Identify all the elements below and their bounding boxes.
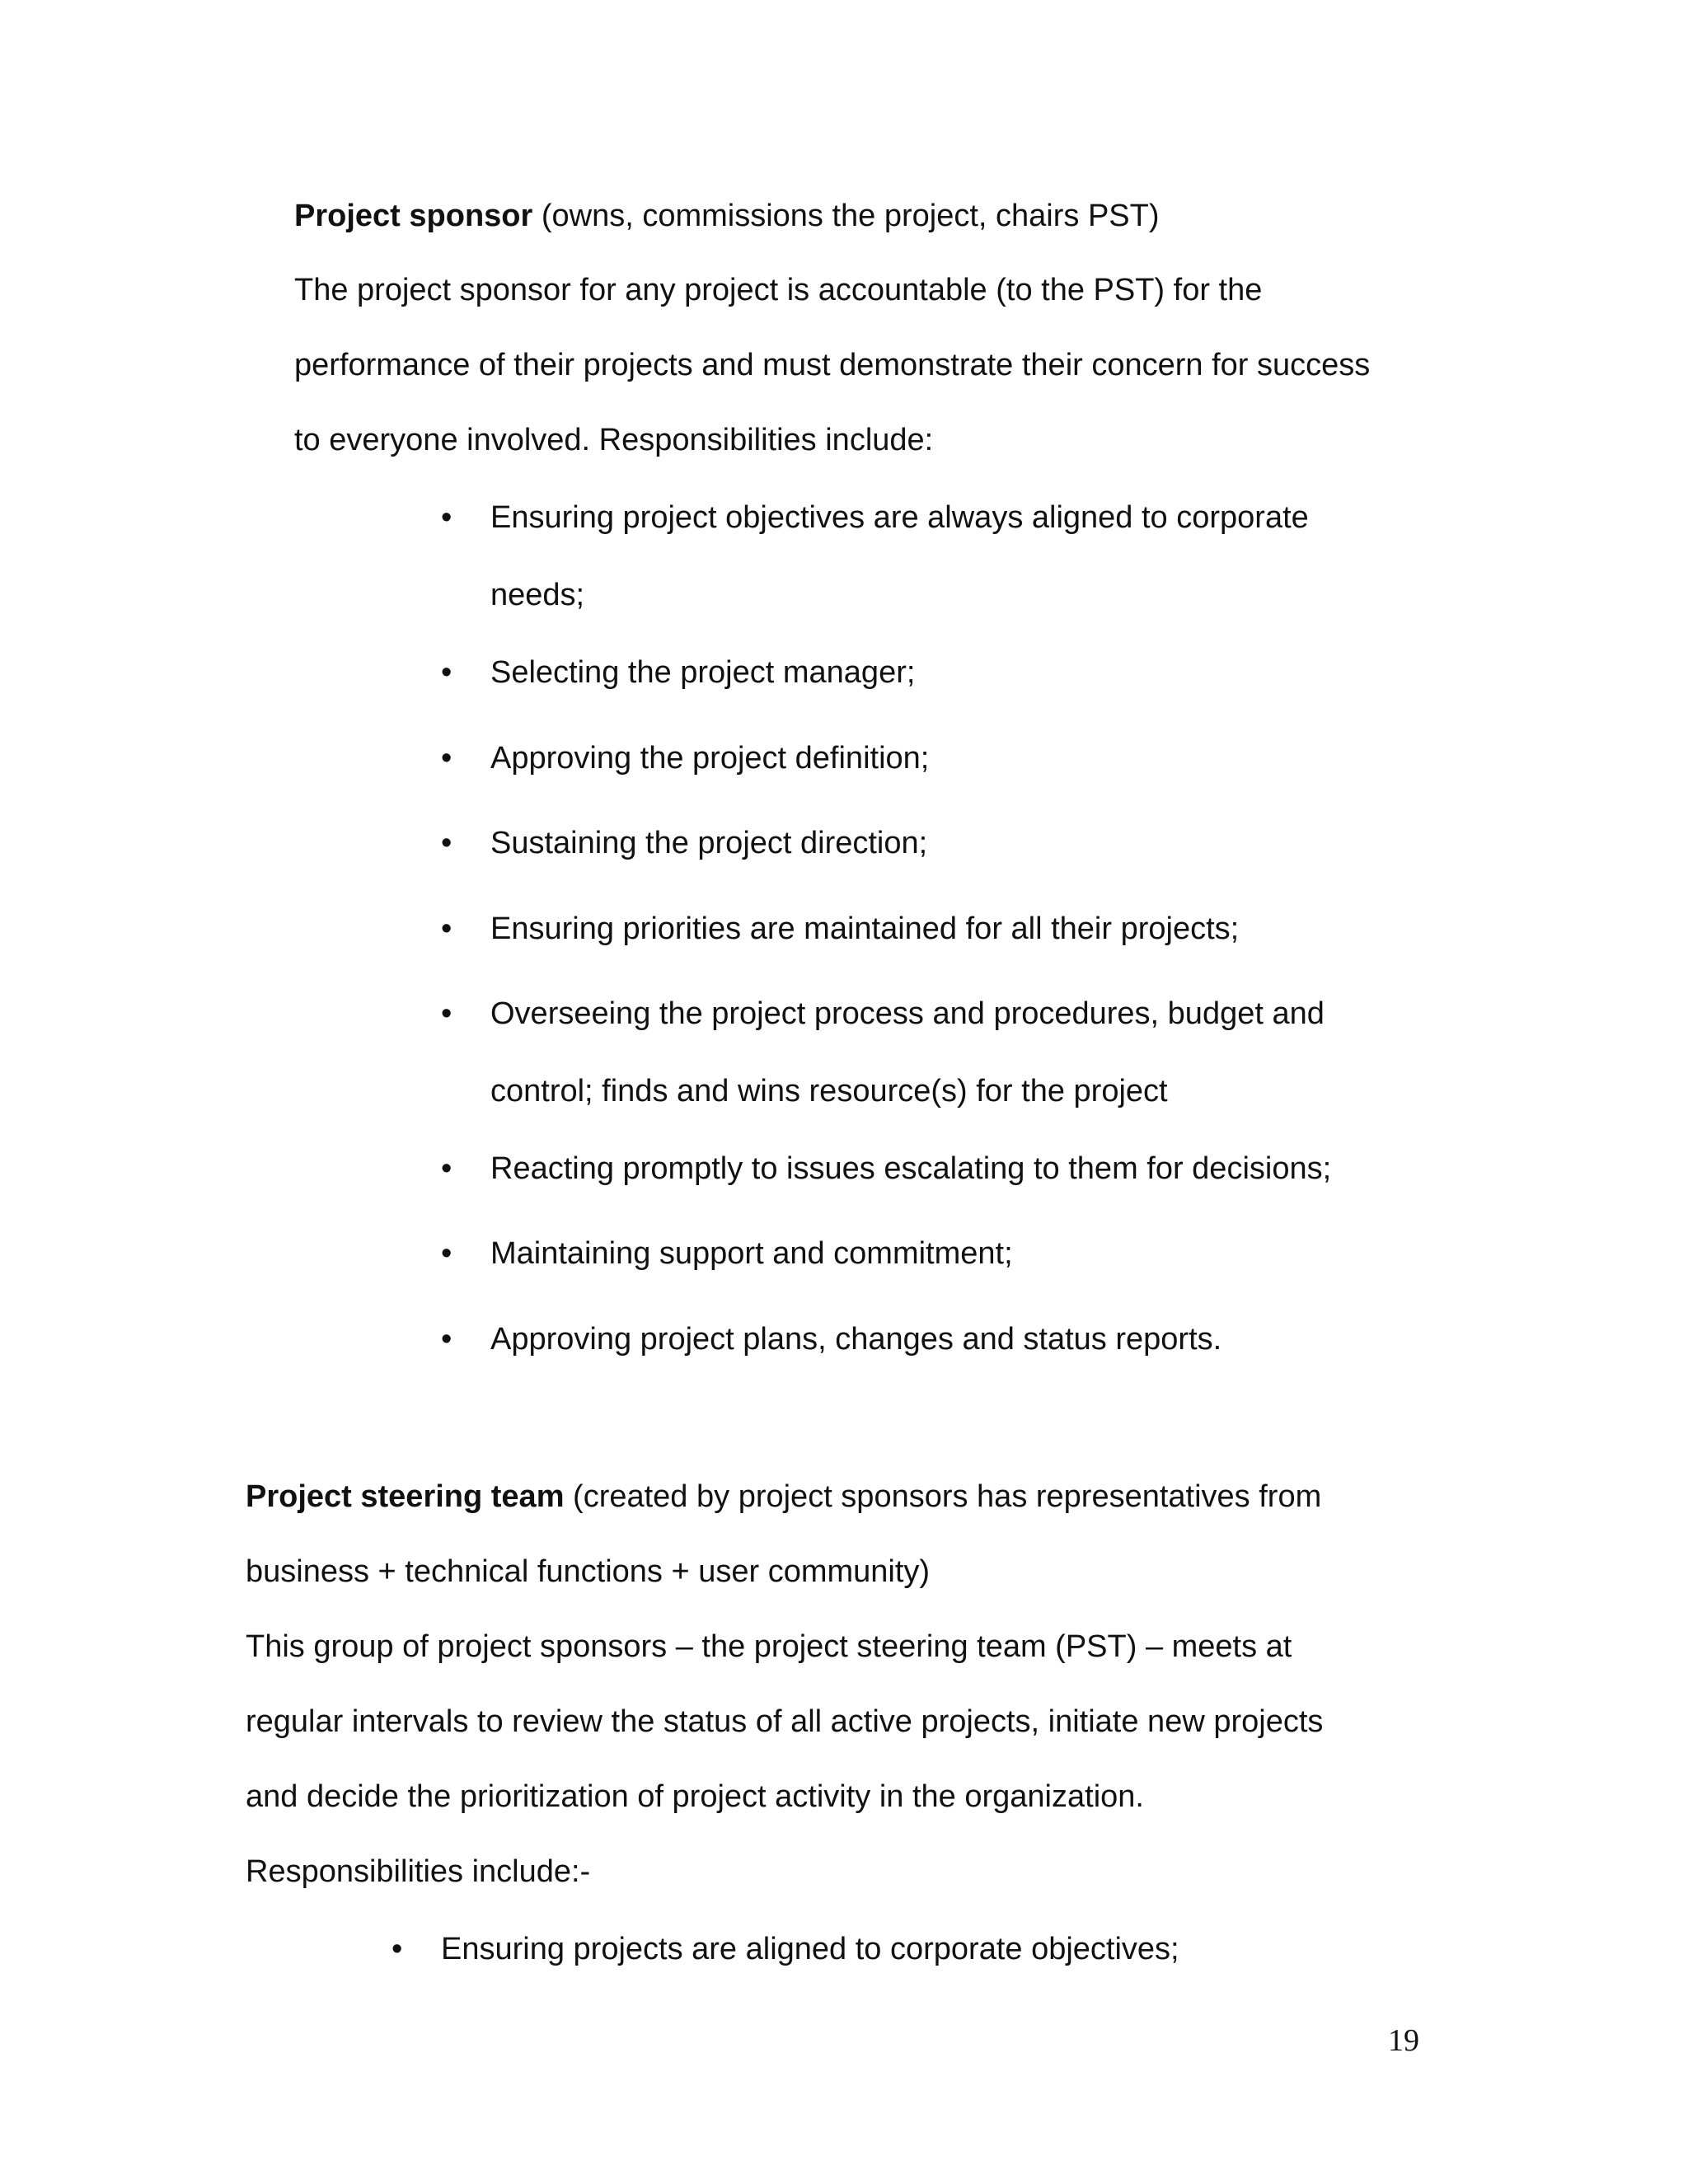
list-item-text: Overseeing the project process and procedures, budget and [490, 996, 1325, 1031]
bullet-glyph: • [441, 912, 452, 946]
list-item-text: Ensuring project objectives are always aligned to corporate [490, 500, 1309, 535]
bullet-glyph: • [441, 1322, 452, 1357]
list-item-text: Ensuring priorities are maintained for all their projects; [490, 912, 1240, 946]
steering-heading-note-line2: business + technical functions + user community) [246, 1554, 931, 1589]
steering-intro-line: and decide the prioritization of project activity in the organization. [246, 1779, 1144, 1814]
sponsor-intro-line: to everyone involved. Responsibilities include: [294, 423, 934, 457]
list-item-text: Ensuring projects are aligned to corporate objectives; [441, 1932, 1179, 1966]
sponsor-intro-line: performance of their projects and must demonstrate their concern for success [294, 348, 1371, 382]
list-item-text: Maintaining support and commitment; [490, 1236, 1013, 1271]
sponsor-heading: Project sponsor [294, 199, 533, 233]
list-item-text: needs; [490, 578, 585, 612]
list-item-text: Selecting the project manager; [490, 655, 916, 690]
bullet-glyph: • [441, 996, 452, 1031]
bullet-glyph: • [441, 655, 452, 690]
sponsor-heading-line [294, 196, 1160, 236]
list-item-text: Approving the project definition; [490, 741, 930, 776]
steering-heading-line [246, 1477, 1321, 1516]
steering-intro-line: This group of project sponsors – the project steering team (PST) – meets at [246, 1629, 1292, 1664]
list-item-text: control; finds and wins resource(s) for the project [490, 1074, 1168, 1108]
bullet-glyph: • [441, 500, 452, 535]
steering-heading: Project steering team [246, 1479, 565, 1514]
sponsor-intro-line: The project sponsor for any project is accountable (to the PST) for the [294, 273, 1263, 307]
list-item-text: Reacting promptly to issues escalating to them for decisions; [490, 1151, 1332, 1186]
steering-heading-note: (created by project sponsors has representatives from [564, 1479, 1322, 1514]
bullet-glyph: • [441, 1151, 452, 1186]
bullet-glyph: • [441, 826, 452, 860]
list-item-text: Approving project plans, changes and status reports. [490, 1322, 1222, 1357]
bullet-glyph: • [441, 741, 452, 776]
bullet-glyph: • [392, 1932, 403, 1966]
page-number: 19 [1388, 2023, 1419, 2058]
steering-intro-line: Responsibilities include:- [246, 1854, 591, 1889]
steering-intro-line: regular intervals to review the status of all active projects, initiate new projects [246, 1704, 1324, 1739]
bullet-glyph: • [441, 1236, 452, 1271]
list-item-text: Sustaining the project direction; [490, 826, 928, 860]
sponsor-heading-note: (owns, commissions the project, chairs PST) [532, 199, 1160, 233]
